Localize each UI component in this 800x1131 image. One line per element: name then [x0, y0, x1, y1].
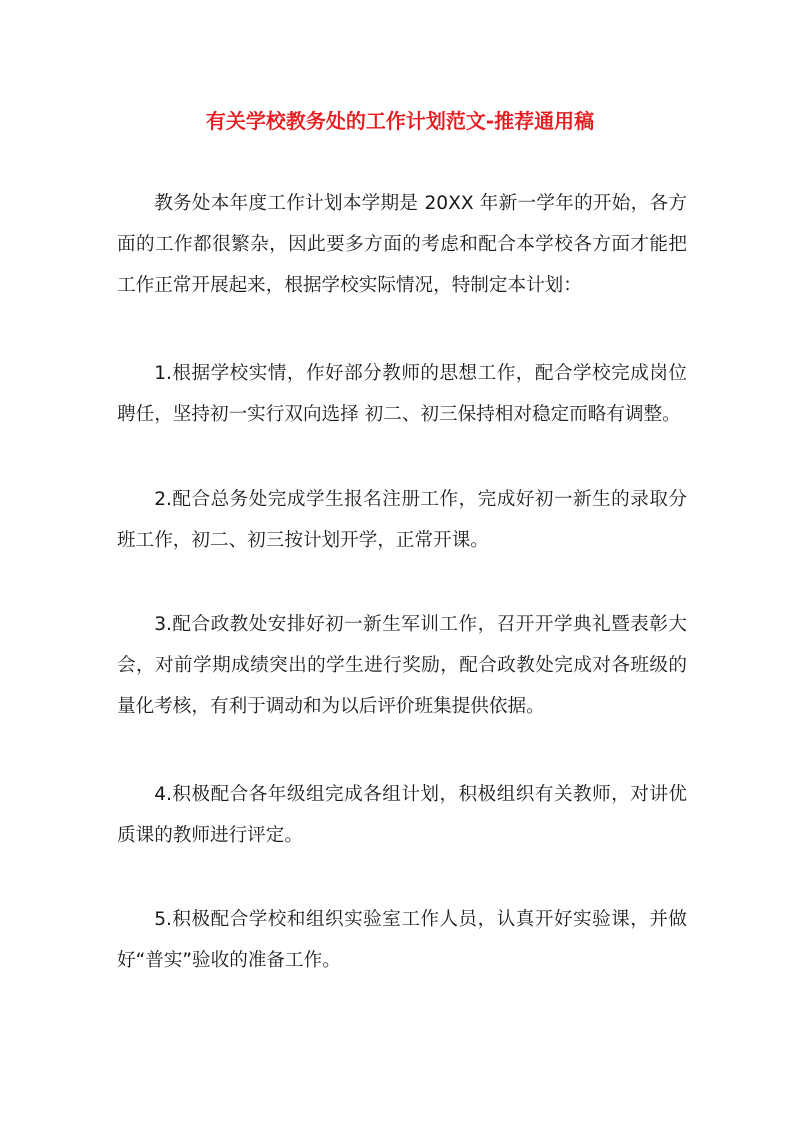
intro-paragraph: 教务处本年度工作计划本学期是 20XX 年新一学年的开始，各方面的工作都很繁杂，因此要多方面的考虑和配合本学校各方面才能把工作正常开展起来，根据学校实际情况，特制定本计划：	[117, 193, 687, 296]
document-title: 有关学校教务处的工作计划范文-推荐通用稿	[205, 109, 595, 133]
plan-item-1: 1.根据学校实情，作好部分教师的思想工作，配合学校完成岗位聘任，坚持初一实行双向选择 初二、初三保持相对稳定而略有调整。	[117, 363, 687, 425]
plan-item-5: 5.积极配合学校和组织实验室工作人员，认真开好实验课，并做好“普实”验收的准备工作。	[117, 909, 687, 971]
plan-item-2: 2.配合总务处完成学生报名注册工作，完成好初一新生的录取分班工作，初二、初三按计划开学，正常开课。	[117, 489, 687, 551]
plan-item-3: 3.配合政教处安排好初一新生军训工作，召开开学典礼暨表彰大会，对前学期成绩突出的学生进行奖励，配合政教处完成对各班级的量化考核，有利于调动和为以后评价班集提供依据。	[117, 614, 687, 717]
plan-item-4: 4.积极配合各年级组完成各组计划，积极组织有关教师，对讲优质课的教师进行评定。	[117, 784, 687, 846]
